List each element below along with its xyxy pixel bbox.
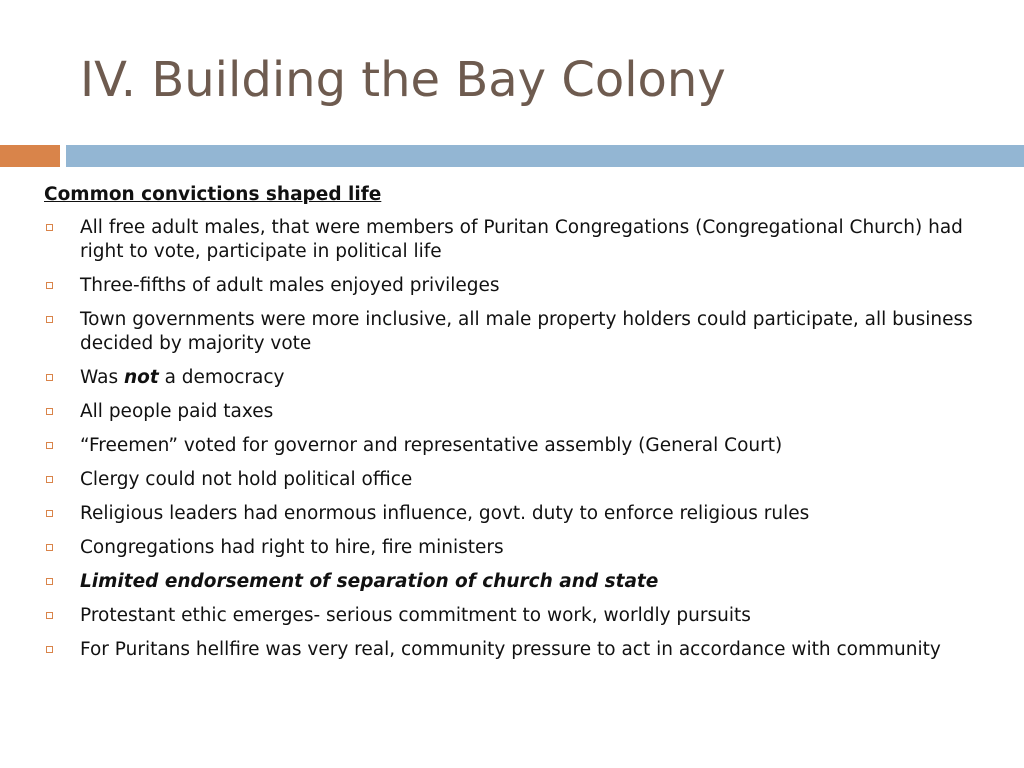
slide-title: IV. Building the Bay Colony: [80, 52, 726, 108]
bullet-text: “Freemen” voted for governor and representative assembly (General Court): [80, 435, 783, 456]
bullet-text: Congregations had right to hire, fire ministers: [80, 537, 504, 558]
bullet-text: Three-fifths of adult males enjoyed privileges: [80, 275, 500, 296]
list-item: [44, 536, 984, 560]
accent-bar-blue: [66, 145, 1024, 167]
list-item: [44, 604, 984, 628]
bullet-text-pre: Was: [80, 367, 124, 388]
list-item: [44, 366, 984, 390]
list-item: [44, 502, 984, 526]
square-bullet-icon: [46, 316, 53, 323]
slide-body: [44, 183, 984, 672]
list-item: [44, 216, 984, 264]
square-bullet-icon: [46, 282, 53, 289]
list-item: [44, 400, 984, 424]
square-bullet-icon: [46, 612, 53, 619]
square-bullet-icon: [46, 510, 53, 517]
list-item: [44, 638, 984, 662]
list-item: [44, 308, 984, 356]
bullet-text: For Puritans hellfire was very real, community pressure to act in accordance with community: [80, 639, 941, 660]
list-item: [44, 570, 984, 594]
bullet-text: All free adult males, that were members of Puritan Congregations (Congregational Church) had right to vote, participate in political life: [80, 217, 963, 262]
list-item: [44, 274, 984, 298]
bullet-text: Town governments were more inclusive, all male property holders could participate, all business decided by majority vote: [80, 309, 973, 354]
bullet-text: All people paid taxes: [80, 401, 274, 422]
bullet-text: Religious leaders had enormous influence, govt. duty to enforce religious rules: [80, 503, 810, 524]
accent-bar-orange: [0, 145, 60, 167]
square-bullet-icon: [46, 578, 53, 585]
square-bullet-icon: [46, 374, 53, 381]
square-bullet-icon: [46, 408, 53, 415]
bullet-text: Clergy could not hold political office: [80, 469, 413, 490]
bullet-text-post: a democracy: [158, 367, 285, 388]
bullet-text: Protestant ethic emerges- serious commitment to work, worldly pursuits: [80, 605, 751, 626]
square-bullet-icon: [46, 476, 53, 483]
square-bullet-icon: [46, 544, 53, 551]
bullet-emphasis: not: [123, 367, 159, 388]
bullet-text-emphasis: Limited endorsement of separation of church and state: [80, 571, 659, 592]
subheading: Common convictions shaped life: [44, 184, 382, 205]
bullet-list: [44, 216, 984, 662]
square-bullet-icon: [46, 224, 53, 231]
list-item: [44, 434, 984, 458]
square-bullet-icon: [46, 442, 53, 449]
square-bullet-icon: [46, 646, 53, 653]
list-item: [44, 468, 984, 492]
